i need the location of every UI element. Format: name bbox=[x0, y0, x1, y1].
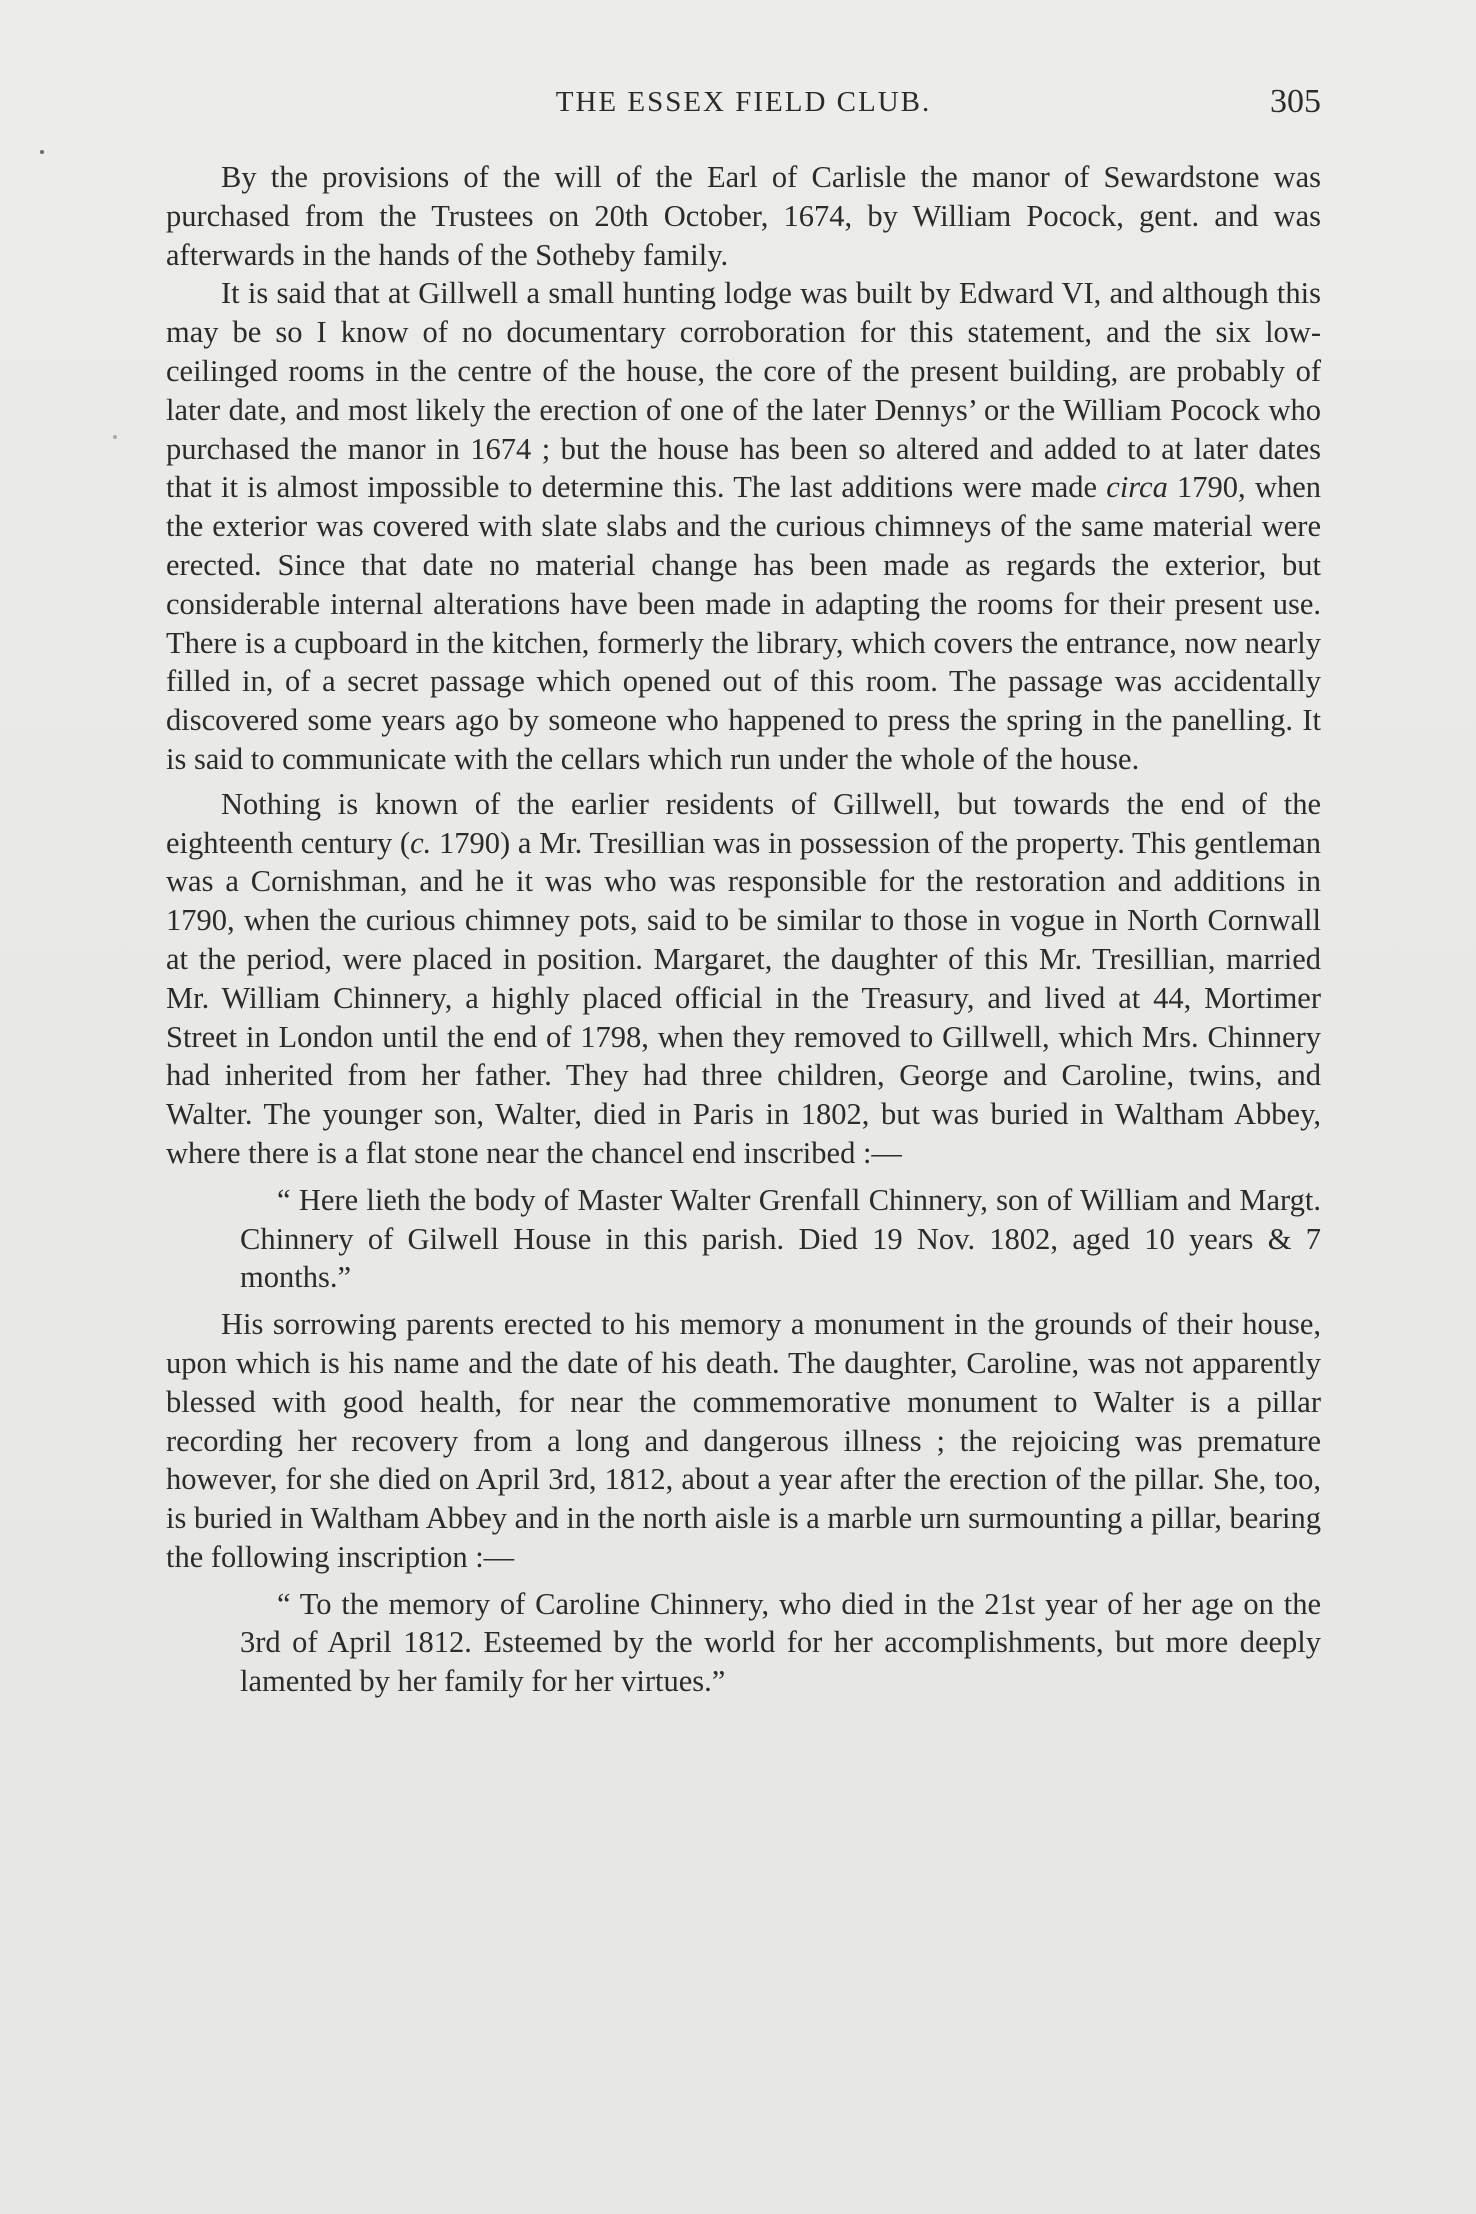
paragraph bbox=[166, 158, 1321, 274]
paragraph-text: It is said that at Gillwell a small hunting lodge was built by Edward VI, and although this may be so I know of no documentary corroboration for this statement, and the six low-ceilinged rooms in the centre of the house, the core of the present building, are probably of later date, and most likely the erection of one of the later Dennys’ or the William Pocock who purchased the manor in 1674 ; but the house has been so altered and added to at later dates that it is almost impossible to determine this. The last additions were made bbox=[166, 276, 1321, 505]
speck-mark bbox=[113, 435, 117, 439]
paragraph-text: Nothing is known of the earlier residents of Gillwell, but towards the end of the eighteenth century ( bbox=[166, 786, 1321, 860]
italic-term: c. bbox=[410, 825, 432, 860]
paragraph bbox=[166, 1305, 1321, 1577]
article-body bbox=[166, 158, 1321, 1709]
running-header bbox=[166, 82, 1321, 122]
paragraph bbox=[166, 785, 1321, 1173]
inscription-quote: “ To the memory of Caroline Chinnery, who died in the 21st year of her age on the 3rd of April 1812. Esteemed by the world for her accomplishments, but more deeply lamented by her family for her virtues.” bbox=[240, 1586, 1321, 1699]
paragraph-text: By the provisions of the will of the Earl of Carlisle the manor of Sewardstone was purchased from the Trustees on 20th October, 1674, by William Pocock, gent. and was afterwards in the hands of the Sotheby family. bbox=[166, 160, 1321, 272]
speck-mark bbox=[40, 150, 44, 154]
paragraph bbox=[166, 274, 1321, 778]
paragraph-text: His sorrowing parents erected to his memory a monument in the grounds of their house, upon which is his name and the date of his death. The daughter, Caroline, was not apparently blessed with good health, for near the commemorative monument to Walter is a pillar recording her recovery from a long and dangerous illness ; the rejoicing was premature however, for she died on April 3rd, 1812, about a year after the erection of the pillar. She, too, is buried in Waltham Abbey and in the north aisle is a marble urn surmounting a pillar, bearing the following inscription :— bbox=[166, 1307, 1321, 1574]
italic-term: circa bbox=[1106, 470, 1168, 505]
paragraph-text: 1790) a Mr. Tresillian was in possession of the property. This gentleman was a Cornishman, and he it was who was responsible for the restoration and additions in 1790, when the curious chimney pots, said to be similar to those in vogue in North Cornwall at the period, were placed in position. Margaret, the daughter of this Mr. Tresillian, married Mr. William Chinnery, a highly placed official in the Treasury, and lived at 44, Mortimer Street in London until the end of 1798, when they removed to Gillwell, which Mrs. Chinnery had inherited from her father. They had three children, George and Caroline, twins, and Walter. The younger son, Walter, died in Paris in 1802, but was buried in Waltham Abbey, where there is a flat stone near the chancel end inscribed :— bbox=[166, 825, 1321, 1170]
inscription-quote: “ Here lieth the body of Master Walter Grenfall Chinnery, son of William and Margt. Chinnery of Gilwell House in this parish. Died 19 Nov. 1802, aged 10 years & 7 months.” bbox=[240, 1182, 1321, 1295]
paragraph-text: 1790, when the exterior was covered with slate slabs and the curious chimneys of the same material were erected. Since that date no material change has been made as regards the exterior, but considerable internal alterations have been made in adapting the rooms for their present use. There is a cupboard in the kitchen, formerly the library, which covers the entrance, now nearly filled in, of a secret passage which opened out of this room. The passage was accidentally discovered some years ago by someone who happened to press the spring in the panelling. It is said to communicate with the cellars which run under the whole of the house. bbox=[166, 470, 1321, 776]
running-title: THE ESSEX FIELD CLUB. bbox=[555, 86, 932, 118]
page-number: 305 bbox=[1270, 83, 1321, 120]
